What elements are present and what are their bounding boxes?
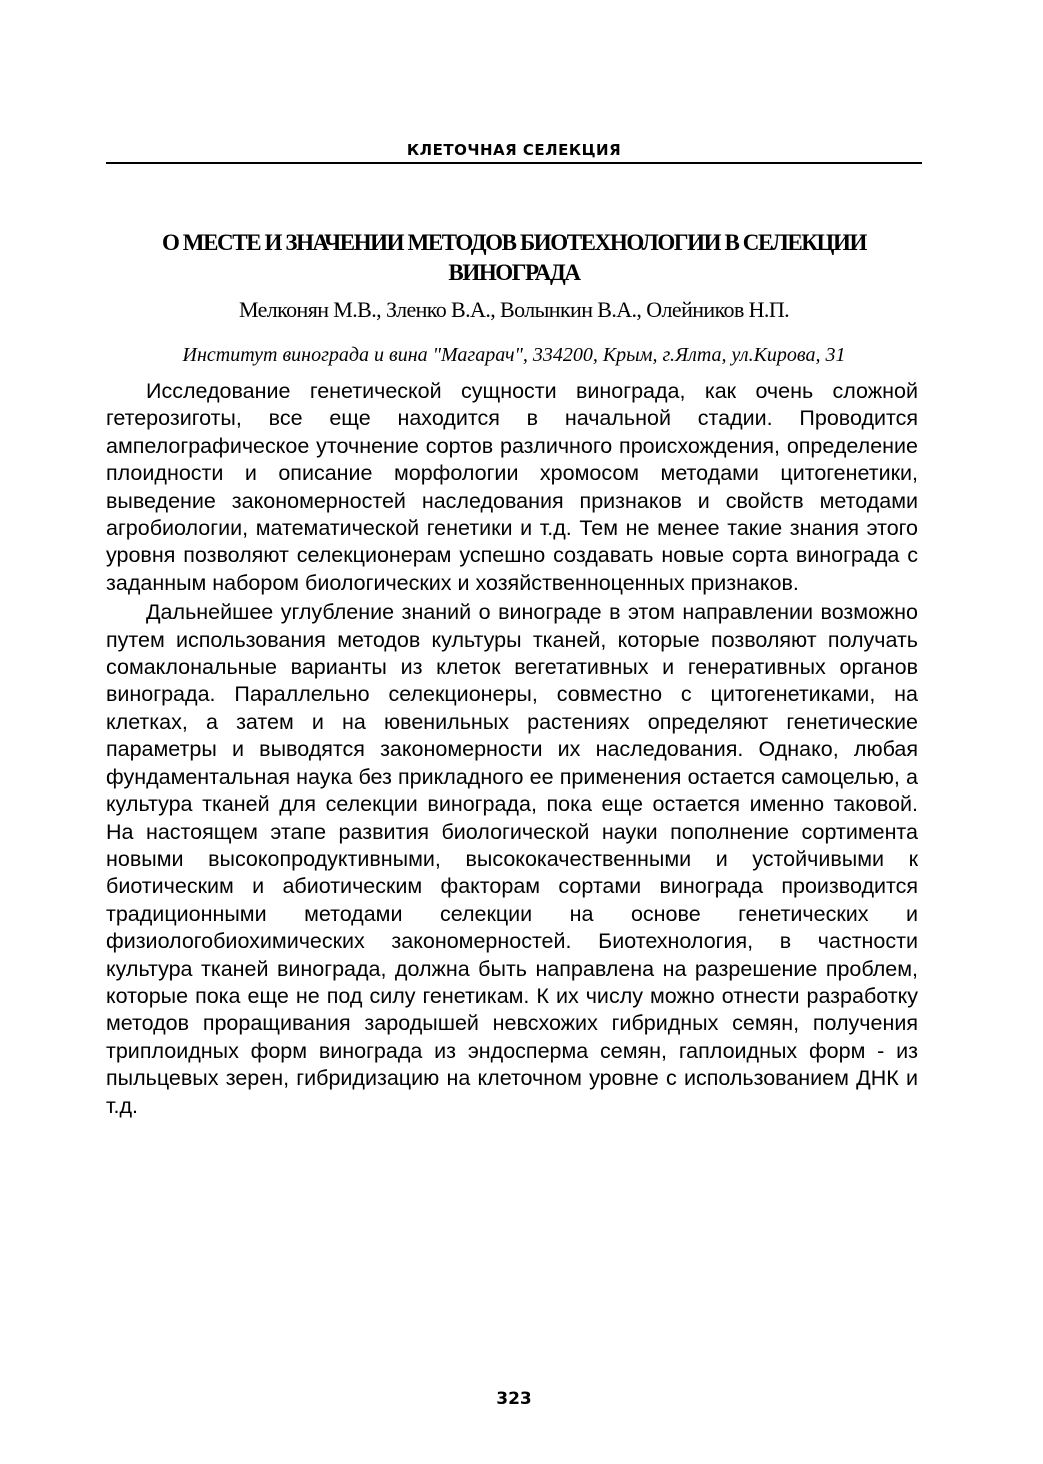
body-paragraph-2: Дальнейшее углубление знаний о винограде в этом направлении возможно путем использования методов культуры тканей, которые позволяют получать сомаклональные варианты из клеток вегетативных и генеративных органов винограда. Параллельно селекционеры, совместно с цитогенетиками, на клетках, а затем и на ювенильных растениях определяют генетические параметры и выводятся закономерности их наследования. Однако, любая фундаментальная наука без прикладного ее применения остается самоцелью, а культура тканей для селекции винограда, пока еще остается именно таковой. На настоящем этапе развития биологической науки пополнение сортимента новыми высокопродуктивными, высококачественными и устойчивыми к биотическим и абиотическим факторам сортами винограда производится традиционными методами селекции на основе генетических и физиологобиохимических закономерностей. Биотехнология, в частности культура тканей винограда, должна быть направлена на разрешение проблем, которые пока еще не под силу генетикам. К их числу можно отнести разработку методов проращивания зародышей невсхожих гибридных семян, получения триплоидных форм винограда из эндосперма семян, гаплоидных форм - из пыльцевых зерен, гибридизацию на клеточном уровне с использованием ДНК и т.д. <box>106 600 918 1118</box>
article-authors: Мелконян М.В., Зленко В.А., Волынкин В.А., Олейников Н.П. <box>238 297 790 322</box>
article-title <box>106 228 922 288</box>
body-paragraph-1: Исследование генетической сущности винограда, как очень сложной гетерозиготы, все еще находится в начальной стадии. Проводится ампелографическое уточнение сортов различного происхождения, определение плоидности и описание морфологии хромосом методами цитогенетики, выведение закономерностей наследования признаков и свойств методами агробиологии, математической генетики и т.д. Тем не менее такие знания этого уровня позволяют селекционерам успешно создавать новые сорта винограда с заданным набором биологических и хозяйственноценных признаков. <box>106 379 918 595</box>
article-title-line-1: О МЕСТЕ И ЗНАЧЕНИИ МЕТОДОВ БИОТЕХНОЛОГИИ В СЕЛЕКЦИИ <box>161 230 867 255</box>
page-number: 323 <box>496 1389 532 1409</box>
article-title-line-2: ВИНОГРАДА <box>448 260 580 285</box>
header-rule <box>106 162 922 164</box>
article-body <box>106 378 918 1120</box>
article-affiliation: Институт винограда и вина "Магарач", 334200, Крым, г.Ялта, ул.Кирова, 31 <box>182 344 846 366</box>
running-head: КЛЕТОЧНАЯ СЕЛЕКЦИЯ <box>406 141 622 159</box>
